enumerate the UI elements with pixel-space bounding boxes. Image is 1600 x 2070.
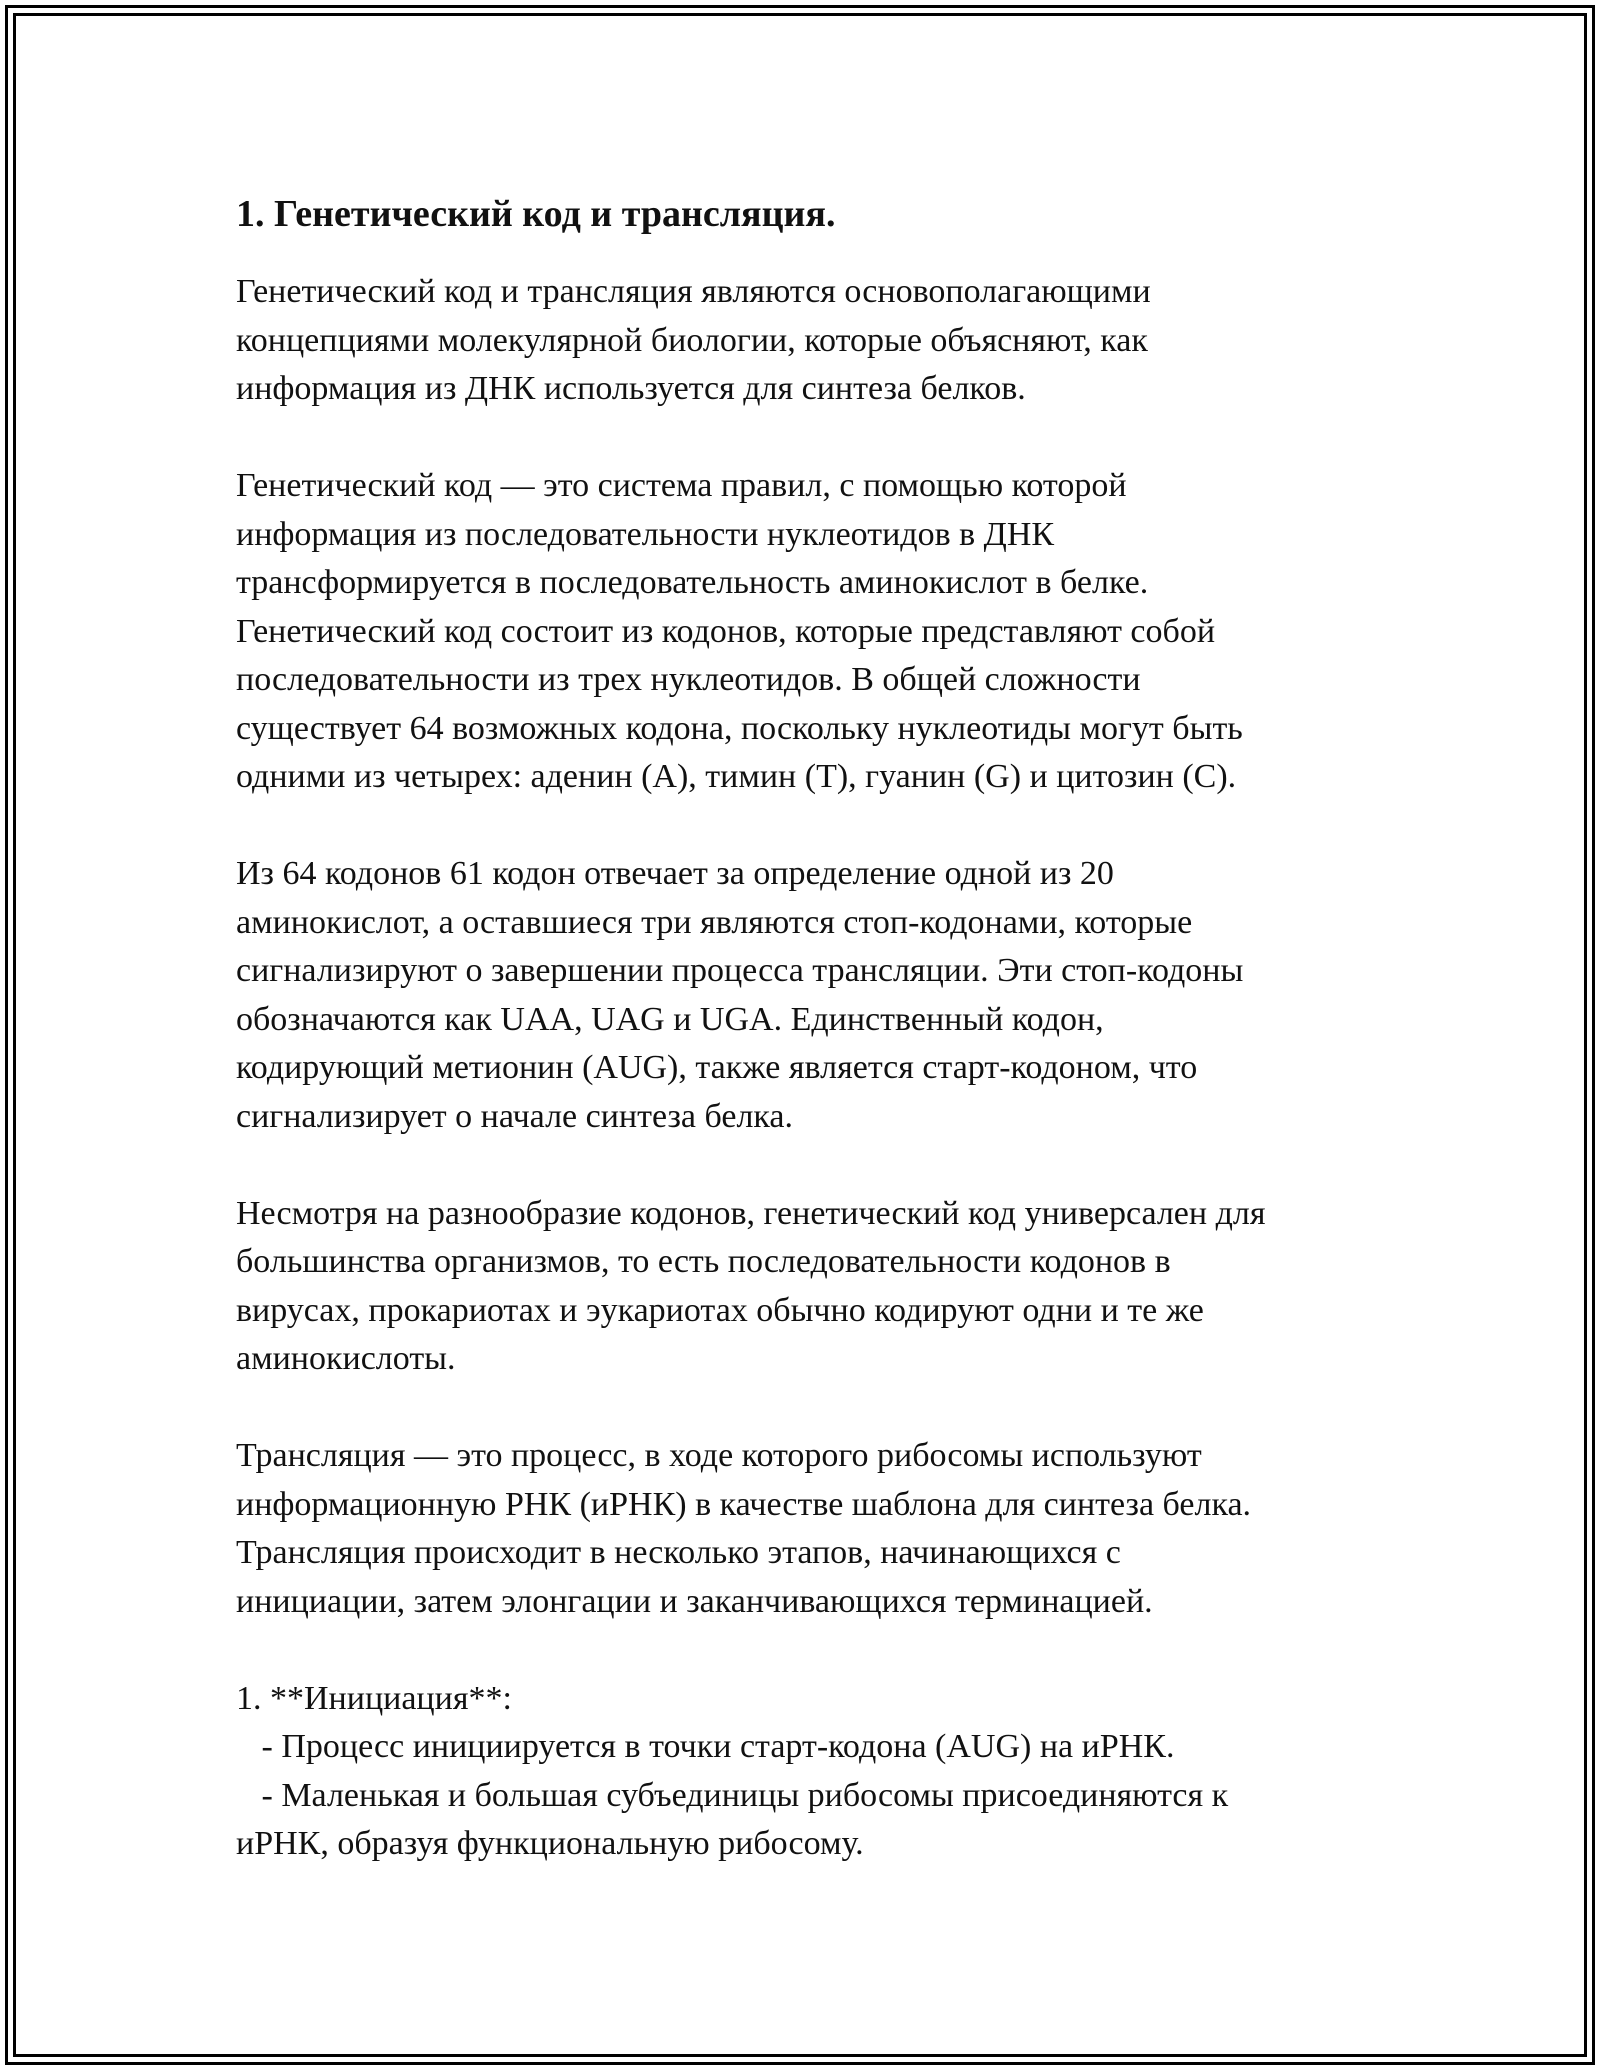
paragraph-gap [236, 1626, 1396, 1675]
text-line: 1. **Инициация**: [236, 1679, 512, 1717]
text-line: последовательности из трех нуклеотидов. В общей сложности [236, 661, 1141, 698]
document-body [236, 268, 1396, 1869]
text-line: Трансляция происходит в несколько этапов, начинающихся с [236, 1534, 1121, 1571]
text-line: кодирующий метионин (AUG), также является старт-кодоном, что [236, 1049, 1198, 1086]
text-line: - Процесс инициируется в точки старт-кодона (AUG) на иРНК. [236, 1728, 1175, 1765]
text-line: Генетический код состоит из кодонов, которые представляют собой [236, 612, 1216, 650]
text-line: большинства организмов, то есть последовательности кодонов в [236, 1243, 1171, 1280]
text-line: Генетический код — это система правил, с помощью которой [236, 467, 1127, 504]
paragraph-gap [236, 1384, 1396, 1433]
paragraph-gap [236, 1141, 1396, 1190]
text-line: Несмотря на разнообразие кодонов, генетический код универсален для [236, 1194, 1266, 1232]
text-line: Генетический код и трансляция являются основополагающими [236, 273, 1151, 310]
document-page [236, 190, 1396, 1869]
paragraph-gap [236, 802, 1396, 851]
text-line: концепциями молекулярной биологии, которые объясняют, как [236, 321, 1148, 359]
text-line: - Маленькая и большая субъединицы рибосомы присоединяются к [236, 1776, 1229, 1814]
text-line: вирусах, прокариотах и эукариотах обычно кодируют одни и те же [236, 1291, 1204, 1329]
text-line: аминокислот, а оставшиеся три являются стоп-кодонами, которые [236, 903, 1193, 941]
paragraph-gap [236, 414, 1396, 463]
text-line: сигнализирует о начале синтеза белка. [236, 1097, 793, 1135]
text-line: инициации, затем элонгации и заканчивающихся терминацией. [236, 1582, 1153, 1620]
text-line: иРНК, образуя функциональную рибосому. [236, 1825, 864, 1862]
text-line: сигнализируют о завершении процесса трансляции. Эти стоп-кодоны [236, 952, 1244, 989]
text-line: Из 64 кодонов 61 кодон отвечает за определение одной из 20 [236, 855, 1114, 892]
text-line: информация из последовательности нуклеотидов в ДНК [236, 515, 1055, 553]
text-line: Трансляция — это процесс, в ходе которого рибосомы используют [236, 1437, 1202, 1474]
text-line: информация из ДНК используется для синтеза белков. [236, 370, 1026, 407]
text-line: трансформируется в последовательность аминокислот в белке. [236, 564, 1149, 601]
text-line: аминокислоты. [236, 1340, 456, 1377]
text-line: информационную РНК (иРНК) в качестве шаблона для синтеза белка. [236, 1485, 1252, 1523]
document-title: 1. Генетический код и трансляция. [236, 193, 836, 235]
text-line: одними из четырех: аденин (A), тимин (T), гуанин (G) и цитозин (C). [236, 758, 1237, 795]
text-line: существует 64 возможных кодона, поскольку нуклеотиды могут быть [236, 709, 1243, 747]
text-line: обозначаются как UAA, UAG и UGA. Единственный кодон, [236, 1000, 1104, 1038]
